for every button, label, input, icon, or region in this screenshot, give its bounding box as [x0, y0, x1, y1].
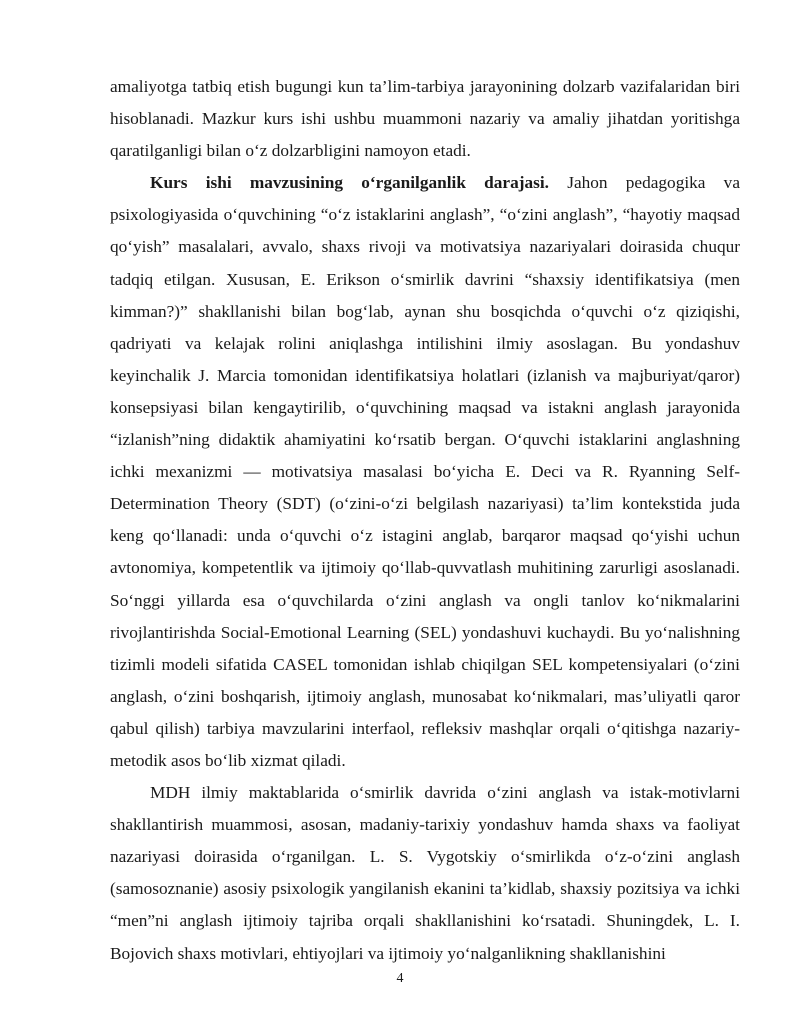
page-number: 4 [396, 971, 404, 986]
paragraph-heading: Kurs ishi mavzusining o‘rganilganlik darajasi. [150, 173, 549, 193]
document-page [110, 71, 740, 970]
paragraph-text: Jahon pedagogika va psixologiyasida o‘quvchining “o‘z istaklarini anglash”, “o‘zini anglash”, “hayotiy maqsad qo‘yish” masalalari, avvalo, shaxs rivoji va motivatsiya nazariyalari doirasida chuqur tadqiq etilgan. Xususan, E. Erikson o‘smirlik davrini “shaxsiy identifikatsiya (men kimman?)” shakllanishi bilan bog‘lab, aynan shu bosqichda o‘quvchi o‘z qiziqishi, qadriyati va kelajak rolini aniqlashga intilishini ilmiy asoslagan. Bu yondashuv keyinchalik J. Marcia tomonidan identifikatsiya holatlari (izlanish va majburiyat/qaror) konsepsiyasi bilan kengaytirilib, o‘quvchining maqsad va istakni anglash jarayonida “izlanish”ning didaktik ahamiyatini ko‘rsatib bergan. O‘quvchi istaklarini anglashning ichki mexanizmi — motivatsiya masalasi bo‘yicha E. Deci va R. Ryanning Self-Determination Theory (SDT) (o‘zini-o‘zi belgilash nazariyasi) ta’lim kontekstida juda keng qo‘llanadi: unda o‘quvchi o‘z istagini anglab, barqaror maqsad qo‘yishi uchun avtonomiya, kompetentlik va ijtimoiy qo‘llab-quvvatlash muhitining zarurligi asoslanadi. So‘nggi yillarda esa o‘quvchilarda o‘zini anglash va ongli tanlov ko‘nikmalarini rivojlantirishda Social-Emotional Learning (SEL) yondashuvi kuchaydi. Bu yo‘nalishning tizimli modeli sifatida CASEL tomonidan ishlab chiqilgan SEL kompetensiyalari (o‘zini anglash, o‘zini boshqarish, ijtimoiy anglash, munosabat ko‘nikmalari, mas’uliyatli qaror qabul qilish) tarbiya mavzularini interfaol, refleksiv mashqlar orqali o‘qitishga nazariy-metodik asos bo‘lib xizmat qiladi. [110, 173, 740, 770]
body-paragraph: amaliyotga tatbiq etish bugungi kun ta’lim-tarbiya jarayonining dolzarb vazifalaridan biri hisoblanadi. Mazkur kurs ishi ushbu muammoni nazariy va amaliy jihatdan yoritishga qaratilganligi bilan o‘z dolzarbligini namoyon etadi. [110, 77, 740, 161]
body-paragraph: MDH ilmiy maktablarida o‘smirlik davrida o‘zini anglash va istak-motivlarni shakllantirish muammosi, asosan, madaniy-tarixiy yondashuv hamda shaxs va faoliyat nazariyasi doirasida o‘rganilgan. L. S. Vygotskiy o‘smirlikda o‘z-o‘zini anglash (samosoznanie) asosiy psixologik yangilanish ekanini ta’kidlab, shaxsiy pozitsiya va ichki “men”ni anglash ijtimoiy tajriba orqali shakllanishini ko‘rsatadi. Shuningdek, L. I. Bojovich shaxs motivlari, ehtiyojlari va ijtimoiy yo‘nalganlikning shakllanishini [110, 783, 740, 963]
body-paragraph [110, 167, 740, 777]
